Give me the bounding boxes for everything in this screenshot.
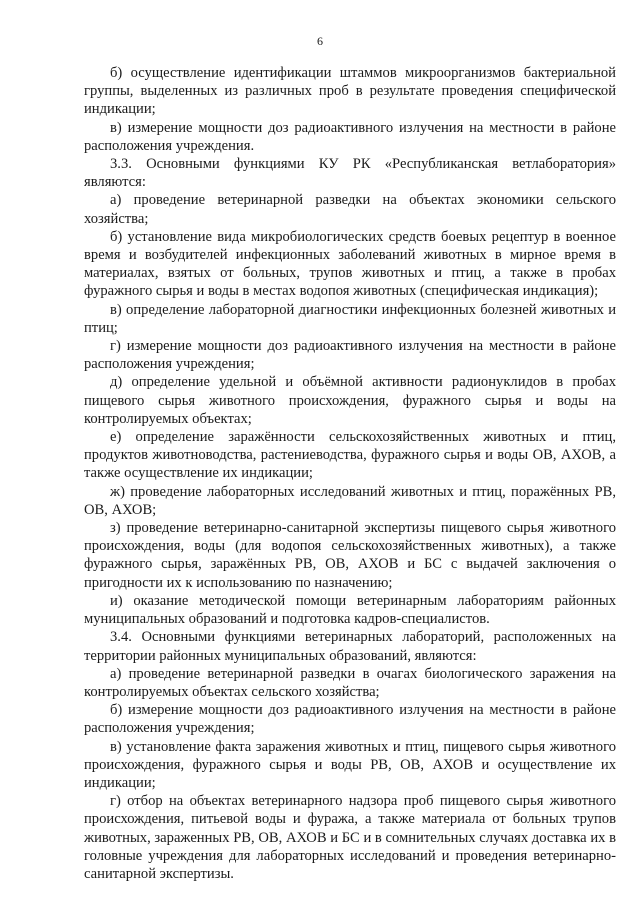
paragraph: а) проведение ветеринарной разведки в очагах биологического заражения на контролируемых объектах сельского хозяйства; — [84, 665, 616, 700]
paragraph: е) определение заражённости сельскохозяйственных животных и птиц, продуктов животноводства, растениеводства, фуражного сырья и воды ОВ, АХОВ, а также осуществление их индикации; — [84, 429, 616, 482]
section-heading-3-4: 3.4. Основными функциями ветеринарных лабораторий, расположенных на территории районных муниципальных образований, являются: — [84, 629, 616, 664]
paragraph: б) установление вида микробиологических средств боевых рецептур в военное время и возбудителей инфекционных заболеваний животных в мирное время в материалах, взятых от больных, трупов животных и птиц, а также в пробах фуражного сырья и воды в местах водопоя животных (специфическая индикация); — [84, 228, 616, 300]
paragraph: ж) проведение лабораторных исследований животных и птиц, поражённых РВ, ОВ, АХОВ; — [84, 483, 616, 518]
paragraph: б) осуществление идентификации штаммов микроорганизмов бактериальной группы, выделенных из различных проб в результате проведения специфической индикации; — [84, 65, 616, 118]
paragraph: в) установление факта заражения животных и птиц, пищевого сырья животного происхождения, фуражного сырья и воды РВ, ОВ, АХОВ и осуществление их индикации; — [84, 738, 616, 791]
section-heading-3-3: 3.3. Основными функциями КУ РК «Республиканская ветлаборатория» являются: — [84, 156, 616, 191]
paragraph: а) проведение ветеринарной разведки на объектах экономики сельского хозяйства; — [84, 192, 616, 227]
paragraph: г) отбор на объектах ветеринарного надзора проб пищевого сырья животного происхождения, питьевой воды и фуража, а также материала от больных трупов животных, зараженных РВ, ОВ, АХОВ и БС и в сомнительных случаях доставка их в головные учреждения для лабораторных исследований и проведения ветеринарно-санитарной экспертизы. — [84, 793, 616, 882]
paragraph: в) определение лабораторной диагностики инфекционных болезней животных и птиц; — [84, 301, 616, 336]
paragraph: б) измерение мощности доз радиоактивного излучения на местности в районе расположения учреждения; — [84, 702, 616, 737]
page-number: 6 — [317, 34, 323, 48]
document-body — [84, 64, 616, 883]
paragraph: д) определение удельной и объёмной активности радионуклидов в пробах пищевого сырья животного происхождения, фуражного сырья и воды на контролируемых объектах; — [84, 374, 616, 427]
paragraph: г) измерение мощности доз радиоактивного излучения на местности в районе расположения учреждения; — [84, 338, 616, 373]
paragraph: в) измерение мощности доз радиоактивного излучения на местности в районе расположения учреждения. — [84, 119, 616, 154]
paragraph: и) оказание методической помощи ветеринарным лабораториям районных муниципальных образований и подготовка кадров-специалистов. — [84, 592, 616, 628]
paragraph: з) проведение ветеринарно-санитарной экспертизы пищевого сырья животного происхождения, воды (для водопоя сельскохозяйственных животных), а также фуражного сырья, заражённых РВ, ОВ, АХОВ и БС с выдачей заключения о пригодности их к использованию по назначению; — [84, 520, 616, 591]
